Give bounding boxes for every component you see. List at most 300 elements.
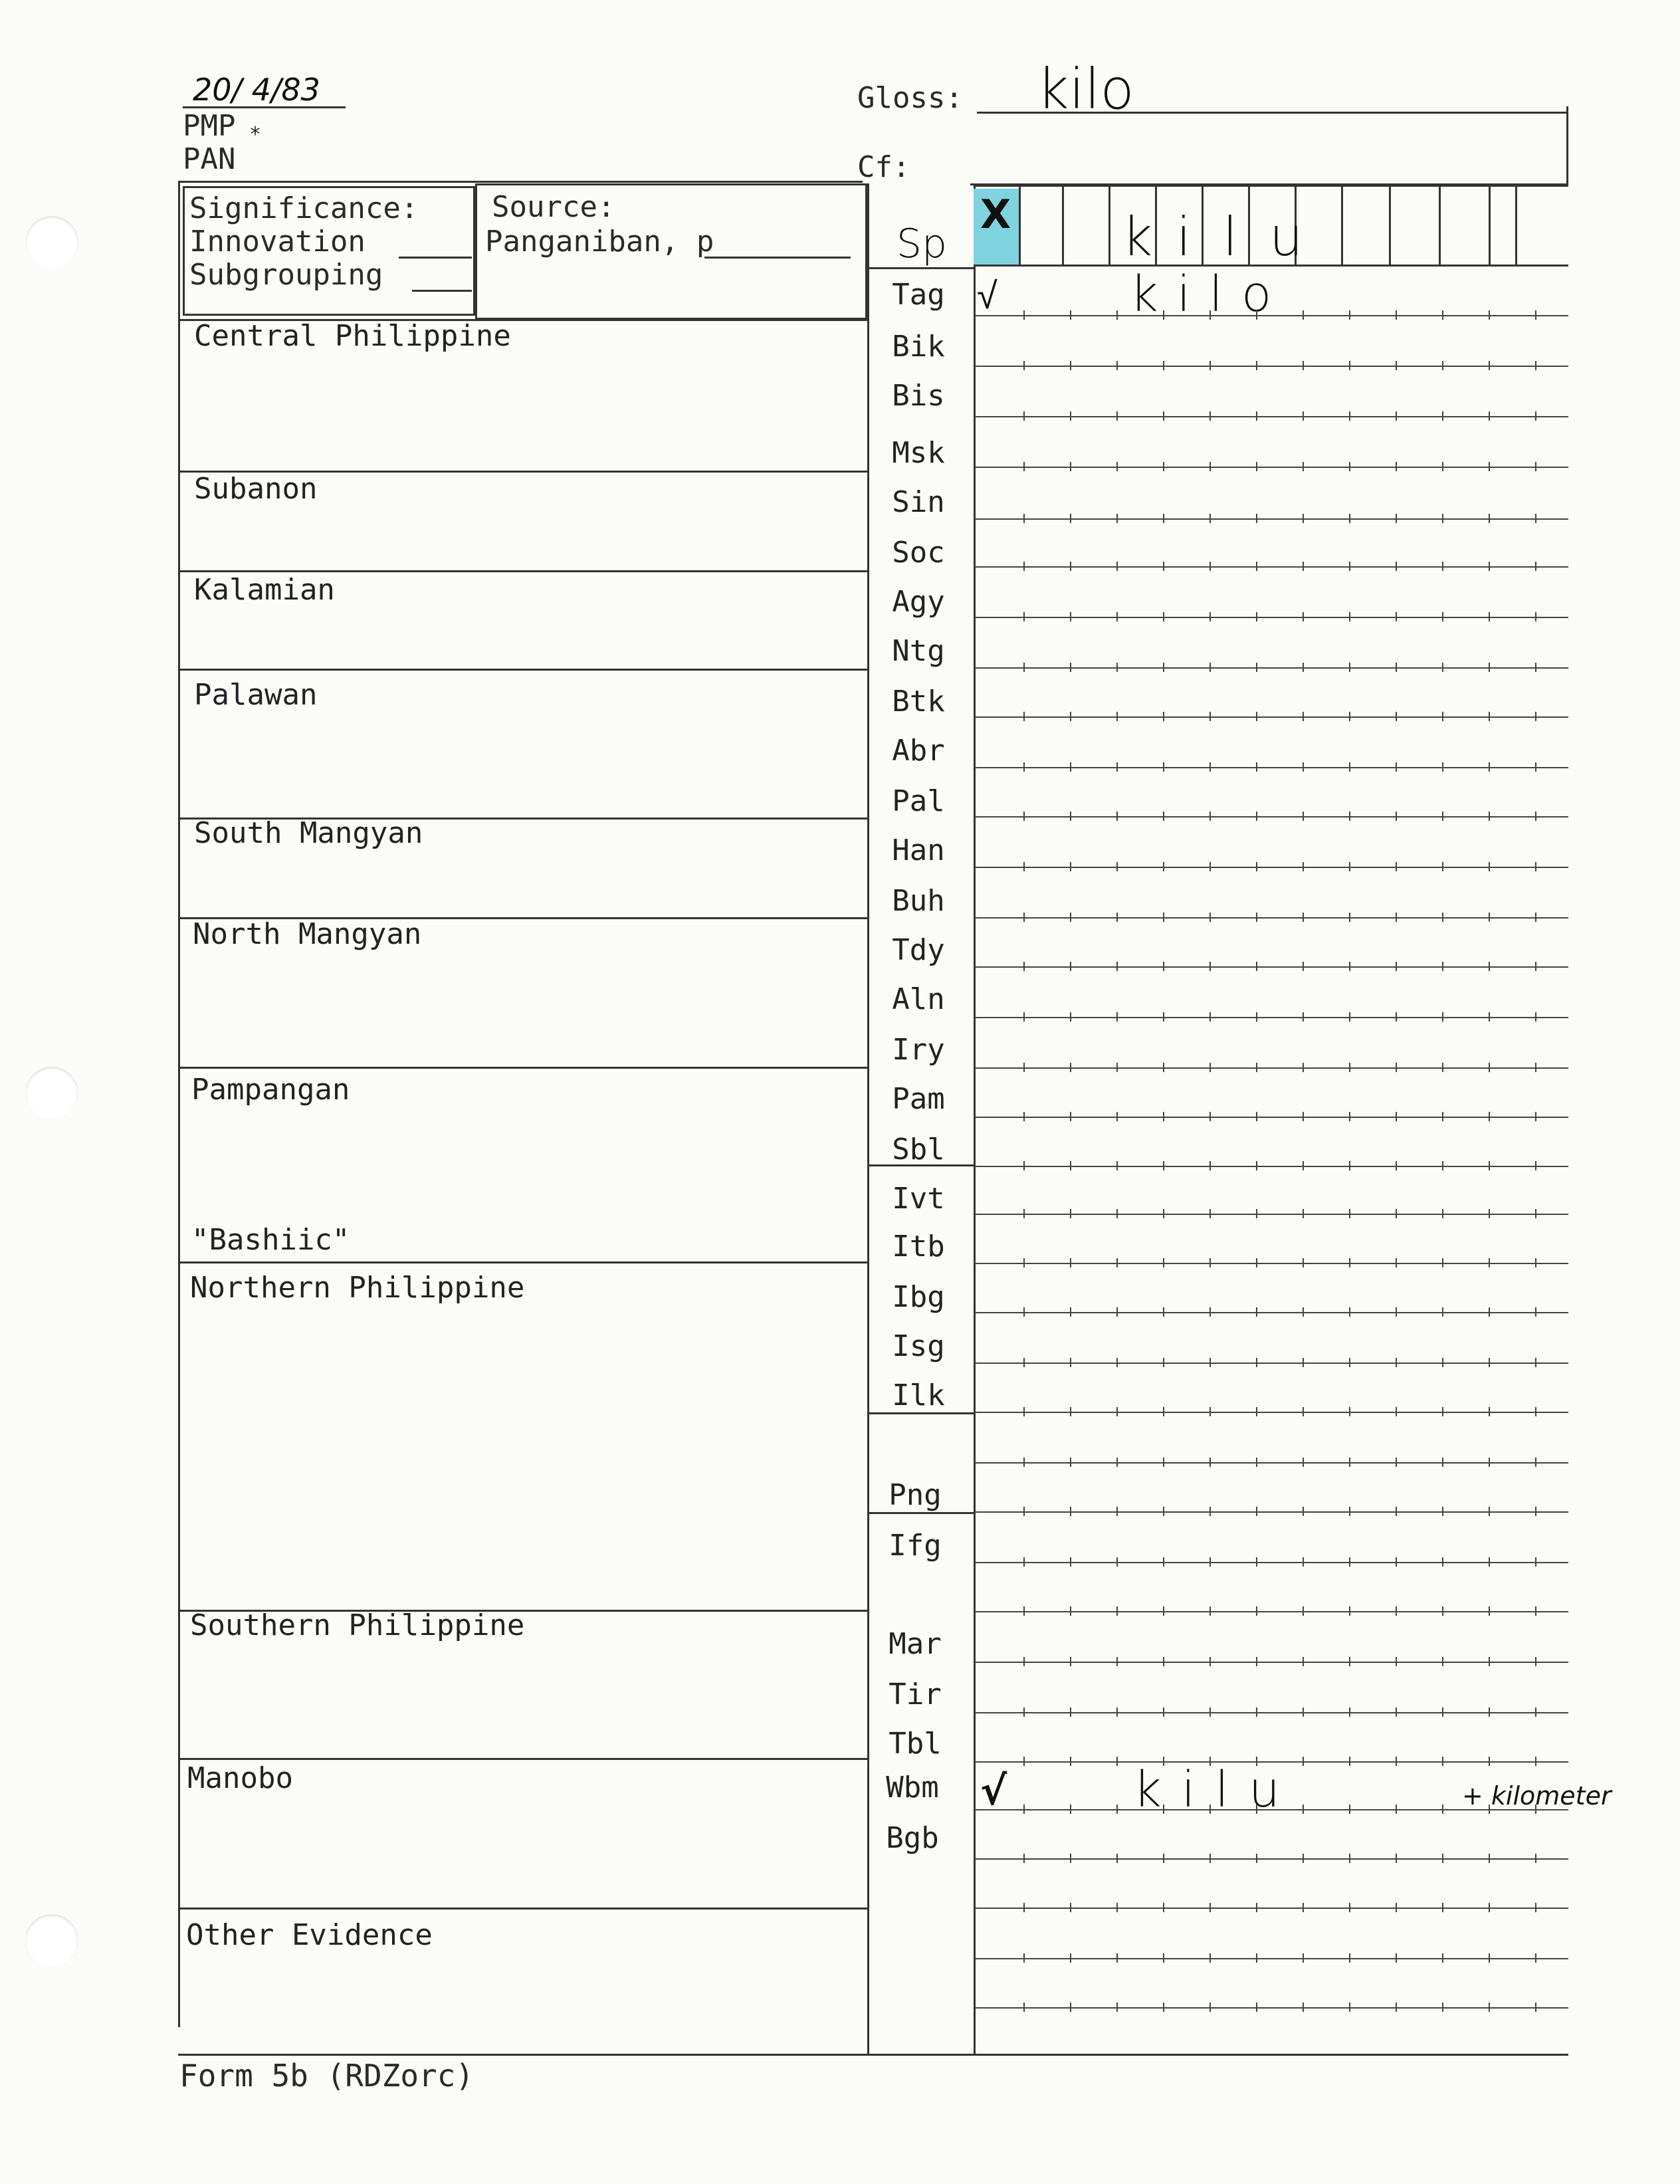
entry-tick (1396, 1953, 1397, 1963)
pmp-star: * (249, 123, 262, 146)
entry-line[interactable] (975, 617, 1568, 618)
entry-tick (1209, 1757, 1211, 1766)
entry-tick (1116, 1161, 1118, 1170)
entry-tick (1535, 762, 1536, 772)
section-divider (178, 1261, 869, 1263)
entry-tick (1023, 2003, 1025, 2012)
entry-tick (1489, 1063, 1490, 1072)
tag-form: kilo (1130, 266, 1291, 323)
entry-tick (1396, 1258, 1397, 1267)
entry-tick (1256, 962, 1257, 971)
section-divider (178, 570, 869, 572)
entry-tick (1209, 1012, 1211, 1022)
entry-tick (1303, 1657, 1304, 1666)
entry-tick (1116, 762, 1118, 772)
entry-tick (1023, 1458, 1025, 1467)
lang-soc: Soc (892, 536, 945, 570)
entry-tick (1442, 1557, 1443, 1567)
entry-tick (1163, 462, 1164, 471)
entry-tick (1535, 1112, 1536, 1121)
entry-tick (1396, 1161, 1397, 1170)
form-footer-label: Form 5b (RDZorc) (179, 2058, 474, 2094)
entry-line[interactable] (975, 1562, 1568, 1563)
lang-sin: Sin (892, 485, 945, 519)
entry-tick (1303, 562, 1304, 571)
lang-png: Png (889, 1478, 942, 1512)
entry-line[interactable] (975, 1117, 1568, 1118)
entry-tick (1023, 712, 1025, 721)
entry-line[interactable] (975, 2007, 1568, 2009)
entry-tick (1489, 712, 1490, 721)
entry-tick (1256, 361, 1257, 370)
group-bashiic: "Bashiic" (191, 1223, 350, 1257)
entry-tick (1535, 1358, 1536, 1367)
lang-mar: Mar (889, 1627, 942, 1661)
gloss-value: kilo (1037, 56, 1134, 122)
entry-tick (1349, 1307, 1350, 1317)
entry-tick (1535, 1458, 1536, 1467)
entry-tick (1349, 411, 1350, 421)
section-divider (178, 1067, 869, 1069)
entry-tick (1442, 310, 1443, 320)
entry-tick (1070, 2003, 1071, 2012)
sp-cell-divider (1019, 185, 1021, 265)
entry-tick (1303, 462, 1304, 471)
significance-title: Significance: (189, 191, 419, 225)
lang-iry: Iry (892, 1033, 945, 1067)
entry-tick (1349, 1012, 1350, 1022)
entry-tick (1116, 1953, 1118, 1963)
entry-tick (1116, 1854, 1118, 1863)
entry-line[interactable] (975, 1214, 1568, 1215)
innovation-blank[interactable] (399, 257, 472, 259)
entry-tick (1209, 862, 1211, 871)
entry-tick (1489, 663, 1490, 672)
entry-tick (1442, 812, 1443, 821)
entry-tick (1303, 1606, 1304, 1616)
entry-line[interactable] (975, 816, 1568, 818)
entry-tick (1489, 310, 1490, 320)
entry-tick (1256, 1854, 1257, 1863)
entry-tick (1116, 310, 1118, 320)
entry-tick (1116, 361, 1118, 370)
entry-tick (1396, 1854, 1397, 1863)
entry-tick (1396, 1209, 1397, 1218)
entry-tick (1396, 1112, 1397, 1121)
entry-tick (1256, 1458, 1257, 1467)
entry-tick (1209, 913, 1211, 922)
entry-line[interactable] (975, 667, 1568, 669)
entry-line[interactable] (975, 716, 1568, 718)
entry-tick (1489, 361, 1490, 370)
entry-tick (1489, 462, 1490, 471)
entry-tick (1256, 514, 1257, 523)
entry-tick (1396, 1557, 1397, 1567)
entry-tick (1023, 812, 1025, 821)
lang-divider (867, 1512, 975, 1514)
entry-line[interactable] (975, 366, 1568, 367)
gloss-underline (977, 112, 1568, 114)
entry-tick (1535, 712, 1536, 721)
entry-tick (1442, 462, 1443, 471)
entry-tick (1535, 1307, 1536, 1317)
entry-tick (1209, 1557, 1211, 1567)
entry-tick (1256, 1358, 1257, 1367)
entry-line[interactable] (975, 518, 1568, 520)
entry-tick (1256, 612, 1257, 621)
entry-tick (1070, 1507, 1071, 1516)
entry-tick (1256, 1258, 1257, 1267)
entry-tick (1256, 1757, 1257, 1766)
entry-tick (1023, 361, 1025, 370)
entry-tick (1209, 1161, 1211, 1170)
lang-tbl: Tbl (889, 1727, 942, 1761)
entry-tick (1349, 1063, 1350, 1072)
entry-line[interactable] (975, 1067, 1568, 1069)
entry-tick (1070, 1358, 1071, 1367)
entry-tick (1163, 1507, 1164, 1516)
entry-tick (1489, 1707, 1490, 1717)
entry-tick (1303, 1804, 1304, 1814)
entry-tick (1396, 462, 1397, 471)
entry-tick (1163, 1407, 1164, 1416)
entry-tick (1442, 1903, 1443, 1912)
entry-tick (1535, 1557, 1536, 1567)
entry-tick (1116, 1707, 1118, 1717)
entry-tick (1070, 514, 1071, 523)
entry-tick (1209, 1358, 1211, 1367)
lang-sbl: Sbl (892, 1133, 945, 1166)
entry-tick (1209, 1707, 1211, 1717)
sp-cell-divider (1389, 185, 1391, 265)
sp-cell-divider (1515, 185, 1517, 265)
entry-line[interactable] (975, 966, 1568, 968)
entry-tick (1396, 1063, 1397, 1072)
entry-tick (1023, 1012, 1025, 1022)
entry-tick (1535, 1258, 1536, 1267)
entry-tick (1163, 1953, 1164, 1963)
entry-tick (1209, 1209, 1211, 1218)
entry-tick (1070, 712, 1071, 721)
wbm-form: kilu (1133, 1761, 1300, 1818)
entry-tick (1303, 962, 1304, 971)
lang-btk: Btk (892, 685, 945, 718)
source-label: Source: (492, 190, 615, 224)
entry-line[interactable] (975, 1511, 1568, 1513)
entry-tick (1535, 1804, 1536, 1814)
lang-buh: Buh (892, 884, 945, 918)
entry-tick (1256, 1209, 1257, 1218)
entry-tick (1303, 1063, 1304, 1072)
entry-tick (1116, 1606, 1118, 1616)
group-southern-philippine: Southern Philippine (190, 1608, 525, 1642)
entry-tick (1163, 1112, 1164, 1121)
group-other-evidence: Other Evidence (186, 1918, 433, 1952)
entry-tick (1489, 1307, 1490, 1317)
entry-tick (1116, 514, 1118, 523)
entry-tick (1396, 2003, 1397, 2012)
entry-tick (1396, 1903, 1397, 1912)
lang-agy: Agy (892, 585, 945, 619)
entry-line[interactable] (975, 1412, 1568, 1413)
entry-tick (1163, 862, 1164, 871)
entry-tick (1303, 1458, 1304, 1467)
entry-tick (1070, 1707, 1071, 1717)
entry-line[interactable] (975, 767, 1568, 768)
entry-line[interactable] (975, 1958, 1568, 1959)
entry-line[interactable] (975, 1263, 1568, 1264)
entry-line[interactable] (975, 1858, 1568, 1860)
entry-tick (1535, 1407, 1536, 1416)
entry-tick (1489, 1112, 1490, 1121)
entry-line[interactable] (975, 1611, 1568, 1612)
group-northern-philippine: Northern Philippine (190, 1271, 525, 1305)
punch-hole-top (25, 216, 78, 269)
entry-tick (1116, 1458, 1118, 1467)
lang-bis: Bis (892, 379, 945, 413)
entry-tick (1163, 1804, 1164, 1814)
entry-tick (1256, 1903, 1257, 1912)
entry-tick (1489, 1358, 1490, 1367)
entry-tick (1070, 1012, 1071, 1022)
entry-tick (1070, 1557, 1071, 1567)
punch-hole-bottom (25, 1914, 78, 1967)
entry-tick (1023, 1606, 1025, 1616)
entry-tick (1396, 712, 1397, 721)
entry-tick (1489, 862, 1490, 871)
entry-tick (1116, 1903, 1118, 1912)
entry-tick (1070, 1161, 1071, 1170)
entry-tick (1349, 361, 1350, 370)
entry-tick (1116, 411, 1118, 421)
entry-tick (1256, 562, 1257, 571)
entry-tick (1209, 1063, 1211, 1072)
entry-tick (1070, 1063, 1071, 1072)
entry-line[interactable] (975, 1712, 1568, 1713)
entry-tick (1023, 1953, 1025, 1963)
entry-tick (1535, 1012, 1536, 1022)
group-subanon: Subanon (194, 472, 318, 506)
entry-tick (1396, 812, 1397, 821)
wbm-check: √ (980, 1768, 1007, 1814)
entry-tick (1116, 1358, 1118, 1367)
frame-left (178, 181, 180, 2027)
entry-tick (1489, 962, 1490, 971)
entry-tick (1349, 913, 1350, 922)
entry-tick (1209, 1804, 1211, 1814)
entry-tick (1349, 1903, 1350, 1912)
entry-line[interactable] (975, 566, 1568, 568)
entry-tick (1489, 1953, 1490, 1963)
entry-tick (1116, 1112, 1118, 1121)
entry-tick (1163, 1557, 1164, 1567)
entry-tick (1349, 1358, 1350, 1367)
entry-tick (1023, 1557, 1025, 1567)
entry-tick (1163, 962, 1164, 971)
lang-msk: Msk (892, 436, 945, 470)
entry-tick (1442, 962, 1443, 971)
entry-tick (1256, 1606, 1257, 1616)
entry-line[interactable] (975, 1809, 1568, 1810)
entry-tick (1396, 1657, 1397, 1666)
entry-tick (1535, 1903, 1536, 1912)
entry-tick (1116, 1407, 1118, 1416)
entry-tick (1070, 462, 1071, 471)
entry-tick (1349, 1953, 1350, 1963)
entry-line[interactable] (975, 1462, 1568, 1464)
entry-line[interactable] (975, 1166, 1568, 1167)
entry-tick (1396, 1757, 1397, 1766)
entry-tick (1163, 562, 1164, 571)
subgrouping-blank[interactable] (412, 290, 472, 292)
entry-tick (1396, 612, 1397, 621)
entry-tick (1442, 1507, 1443, 1516)
entry-tick (1442, 1358, 1443, 1367)
entry-tick (1442, 1161, 1443, 1170)
entry-tick (1023, 1757, 1025, 1766)
entry-tick (1023, 1112, 1025, 1121)
sp-cell-divider (1248, 185, 1250, 265)
sp-form-k: k (1122, 206, 1153, 268)
entry-tick (1535, 1606, 1536, 1616)
lang-tdy: Tdy (892, 933, 945, 967)
sp-form-i: i (1176, 206, 1192, 268)
entry-tick (1163, 712, 1164, 721)
entry-line[interactable] (975, 867, 1568, 868)
gloss-label: Gloss: (857, 81, 963, 115)
entry-tick (1163, 310, 1164, 320)
entry-tick (1442, 1209, 1443, 1218)
entry-tick (1349, 1657, 1350, 1666)
entry-tick (1349, 310, 1350, 320)
group-manobo: Manobo (187, 1761, 293, 1795)
entry-tick (1442, 1606, 1443, 1616)
entry-line[interactable] (975, 1312, 1568, 1313)
lang-isg: Isg (892, 1329, 945, 1363)
entry-tick (1023, 310, 1025, 320)
sp-mark: X (980, 191, 1011, 238)
entry-line[interactable] (975, 315, 1568, 316)
entry-tick (1442, 1757, 1443, 1766)
sp-cell-divider (1202, 185, 1204, 265)
entry-tick (1163, 762, 1164, 772)
entry-tick (1303, 310, 1304, 320)
lang-ivt: Ivt (892, 1182, 945, 1216)
entry-line[interactable] (975, 416, 1568, 417)
entry-tick (1023, 663, 1025, 672)
entry-tick (1023, 962, 1025, 971)
entry-tick (1070, 1112, 1071, 1121)
entry-tick (1163, 1707, 1164, 1717)
entry-line[interactable] (975, 1662, 1568, 1663)
entry-tick (1396, 361, 1397, 370)
entry-tick (1023, 1407, 1025, 1416)
entry-tick (1116, 1307, 1118, 1317)
entry-tick (1163, 1657, 1164, 1666)
entry-tick (1442, 1012, 1443, 1022)
entry-tick (1163, 663, 1164, 672)
entry-tick (1116, 913, 1118, 922)
entry-tick (1209, 562, 1211, 571)
frame-bottom (178, 2054, 1568, 2056)
entry-tick (1303, 1507, 1304, 1516)
entry-tick (1349, 1757, 1350, 1766)
entry-tick (1256, 762, 1257, 772)
entry-tick (1070, 411, 1071, 421)
entry-tick (1442, 1854, 1443, 1863)
entry-tick (1023, 762, 1025, 772)
entry-tick (1209, 1407, 1211, 1416)
entry-tick (1070, 1804, 1071, 1814)
entry-tick (1396, 663, 1397, 672)
entry-tick (1489, 1903, 1490, 1912)
entry-tick (1209, 361, 1211, 370)
sp-cell-divider (1341, 185, 1343, 265)
entry-tick (1396, 1012, 1397, 1022)
entry-tick (1349, 514, 1350, 523)
entry-tick (1023, 1209, 1025, 1218)
entry-line[interactable] (975, 1761, 1568, 1763)
entry-tick (1209, 310, 1211, 320)
entry-tick (1535, 1507, 1536, 1516)
entry-tick (1303, 411, 1304, 421)
lang-col-right (974, 183, 976, 2054)
entry-line[interactable] (975, 1908, 1568, 1909)
entry-tick (1396, 1358, 1397, 1367)
entry-tick (1396, 1707, 1397, 1717)
entry-tick (1349, 1854, 1350, 1863)
entry-tick (1163, 1258, 1164, 1267)
entry-tick (1256, 1557, 1257, 1567)
entry-tick (1023, 1258, 1025, 1267)
entry-tick (1023, 862, 1025, 871)
entry-tick (1070, 812, 1071, 821)
entry-tick (1442, 1258, 1443, 1267)
source-page-blank[interactable] (704, 257, 851, 259)
entry-tick (1535, 612, 1536, 621)
entry-tick (1303, 1209, 1304, 1218)
entry-tick (1442, 1804, 1443, 1814)
entry-tick (1070, 1407, 1071, 1416)
entry-tick (1489, 2003, 1490, 2012)
entry-tick (1116, 1657, 1118, 1666)
lang-han: Han (892, 833, 945, 867)
entry-line[interactable] (975, 467, 1568, 468)
entry-tick (1489, 1458, 1490, 1467)
entry-tick (1209, 1854, 1211, 1863)
entry-tick (1303, 663, 1304, 672)
entry-tick (1303, 1012, 1304, 1022)
lang-bik: Bik (892, 330, 945, 364)
entry-tick (1442, 2003, 1443, 2012)
entry-tick (1396, 1407, 1397, 1416)
entry-tick (1070, 862, 1071, 871)
sp-cell-divider (1108, 185, 1110, 265)
entry-tick (1209, 1112, 1211, 1121)
entry-line[interactable] (975, 917, 1568, 919)
entry-tick (1489, 1757, 1490, 1766)
entry-tick (1396, 310, 1397, 320)
entry-tick (1116, 1557, 1118, 1567)
entry-tick (1442, 514, 1443, 523)
entry-tick (1442, 663, 1443, 672)
entry-line[interactable] (975, 1363, 1568, 1364)
entry-tick (1256, 2003, 1257, 2012)
lang-ntg: Ntg (892, 634, 945, 668)
tag-check: √ (977, 274, 998, 318)
entry-tick (1442, 712, 1443, 721)
entry-line[interactable] (975, 1017, 1568, 1018)
